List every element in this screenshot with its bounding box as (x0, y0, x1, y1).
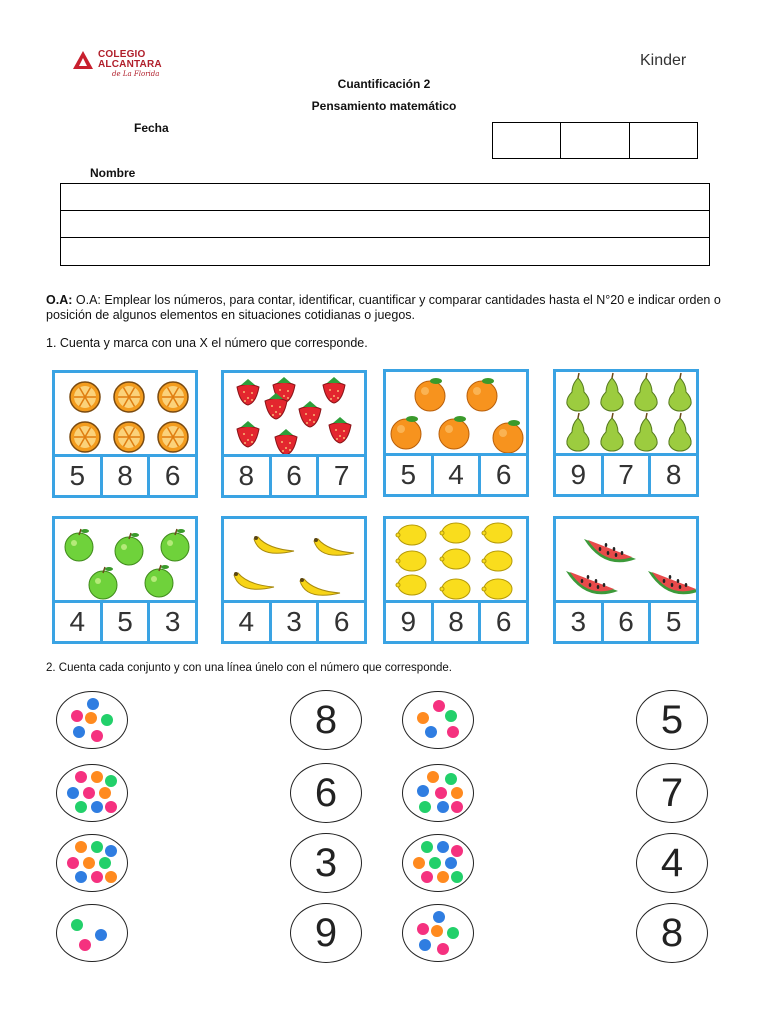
dot (421, 841, 433, 853)
dot (75, 841, 87, 853)
lemon-icon (482, 551, 512, 571)
dot (417, 785, 429, 797)
date-day-cell[interactable] (493, 123, 561, 158)
name-line[interactable] (61, 211, 709, 238)
lemon-icon (482, 523, 512, 543)
dot (75, 871, 87, 883)
dot-set[interactable] (56, 764, 128, 822)
number-circle[interactable]: 3 (290, 833, 362, 893)
number-option[interactable]: 7 (333, 460, 350, 491)
worksheet-subtitle: Pensamiento matemático (311, 99, 457, 113)
lemon-icon (396, 525, 426, 545)
number-option[interactable]: 5 (386, 456, 434, 494)
lemon-icon (482, 579, 512, 599)
dot (105, 775, 117, 787)
number-circle[interactable]: 6 (290, 763, 362, 823)
number-option[interactable]: 6 (164, 460, 181, 491)
number-option[interactable]: 8 (665, 459, 682, 490)
strawberry-icon (299, 401, 321, 427)
number-options (224, 454, 364, 495)
dot-set[interactable] (402, 834, 474, 892)
number-options (55, 600, 195, 641)
dot (99, 857, 111, 869)
date-field[interactable] (492, 122, 698, 159)
dot-set[interactable] (402, 904, 474, 962)
number-options (556, 600, 696, 641)
number-option[interactable]: 4 (434, 456, 482, 494)
grade-label: Kinder (640, 52, 687, 69)
apple-icon (55, 519, 195, 603)
number-option[interactable]: 4 (224, 603, 272, 641)
orange-slice-icon (55, 373, 195, 457)
dot (425, 726, 437, 738)
dot (451, 871, 463, 883)
number-circle[interactable]: 9 (290, 903, 362, 963)
strawberry-icon (237, 379, 259, 405)
counting-card (221, 516, 367, 644)
dot (105, 845, 117, 857)
number-option[interactable]: 3 (164, 606, 181, 637)
logo-text-line2: ALCANTARA (98, 59, 162, 70)
number-option[interactable]: 8 (434, 603, 482, 641)
exercise1-instruction: 1. Cuenta y marca con una X el número que corresponde. (46, 336, 368, 350)
number-circle[interactable]: 4 (636, 833, 708, 893)
dot (75, 801, 87, 813)
logo-text-line1: COLEGIO (98, 49, 146, 60)
number-options (386, 453, 526, 494)
objective-text: O.A: Emplear los números, para contar, identificar, cuantificar y comparar cantidades hasta el N°20 e indicar orden o posición de algunos elementos en situaciones cotidianas o juegos. (46, 293, 721, 322)
number-circle[interactable]: 8 (636, 903, 708, 963)
number-option[interactable]: 9 (386, 603, 434, 641)
dot (75, 771, 87, 783)
pear-icon (635, 413, 657, 451)
number-option[interactable]: 7 (604, 456, 652, 494)
number-options (556, 453, 696, 494)
counting-card (52, 516, 198, 644)
dot-set[interactable] (402, 691, 474, 749)
number-circle[interactable]: 8 (290, 690, 362, 750)
watermelon-icon (566, 571, 618, 594)
dot (437, 841, 449, 853)
lemon-icon (386, 519, 526, 603)
dot-set[interactable] (402, 764, 474, 822)
number-circle[interactable]: 7 (636, 763, 708, 823)
learning-objective (46, 293, 726, 323)
name-line[interactable] (61, 184, 709, 211)
dot (413, 857, 425, 869)
pear-icon (601, 373, 623, 411)
dot (85, 712, 97, 724)
lemon-icon (396, 575, 426, 595)
dot (91, 871, 103, 883)
number-option[interactable]: 3 (556, 603, 604, 641)
dot (447, 726, 459, 738)
dot (419, 939, 431, 951)
number-option[interactable]: 6 (333, 606, 350, 637)
number-option[interactable]: 4 (55, 603, 103, 641)
counting-card (383, 369, 529, 497)
number-option[interactable]: 6 (495, 459, 512, 490)
strawberry-icon (224, 373, 364, 457)
dot (71, 710, 83, 722)
number-option[interactable]: 6 (604, 603, 652, 641)
dot (445, 773, 457, 785)
orange-icon (391, 416, 421, 449)
lemon-icon (440, 549, 470, 569)
date-label: Fecha (134, 121, 169, 135)
apple-icon (161, 529, 189, 561)
dot (79, 939, 91, 951)
dot (437, 801, 449, 813)
apple-icon (65, 529, 93, 561)
dot (429, 857, 441, 869)
watermelon-icon (584, 539, 636, 562)
name-line[interactable] (61, 238, 709, 265)
dot (437, 943, 449, 955)
dot (91, 801, 103, 813)
logo-text-line3: de La Florida (112, 70, 160, 78)
pear-icon (635, 373, 657, 411)
dot (435, 787, 447, 799)
name-field[interactable] (60, 183, 710, 266)
number-option[interactable]: 6 (272, 457, 320, 495)
dot-set[interactable] (56, 691, 128, 749)
number-option[interactable]: 6 (495, 606, 512, 637)
counting-card (553, 516, 699, 644)
school-logo (72, 48, 192, 80)
lemon-icon (440, 523, 470, 543)
apple-icon (115, 533, 143, 565)
orange-slice-icon (158, 382, 188, 412)
date-month-cell[interactable] (561, 123, 629, 158)
dot (433, 911, 445, 923)
dot (71, 919, 83, 931)
number-circle[interactable]: 5 (636, 690, 708, 750)
dot (437, 871, 449, 883)
banana-icon (234, 572, 274, 589)
strawberry-icon (323, 377, 345, 403)
dot (433, 700, 445, 712)
pear-icon (601, 413, 623, 451)
dot (427, 771, 439, 783)
orange-icon (439, 416, 469, 449)
pear-icon (567, 373, 589, 411)
orange-icon (415, 378, 445, 411)
orange-slice-icon (158, 422, 188, 452)
counting-card (221, 370, 367, 498)
dot (447, 927, 459, 939)
number-option[interactable]: 5 (103, 603, 151, 641)
school-logo-icon (72, 50, 94, 72)
watermelon-icon (648, 571, 696, 594)
pear-icon (669, 373, 691, 411)
number-option[interactable]: 5 (55, 457, 103, 495)
lemon-icon (440, 579, 470, 599)
dot (445, 710, 457, 722)
dot (91, 841, 103, 853)
number-option[interactable]: 3 (272, 603, 320, 641)
orange-slice-icon (114, 382, 144, 412)
orange-slice-icon (70, 382, 100, 412)
number-option[interactable]: 9 (556, 456, 604, 494)
dot (91, 730, 103, 742)
dot-set[interactable] (56, 834, 128, 892)
banana-icon (224, 519, 364, 603)
date-year-cell[interactable] (630, 123, 697, 158)
dot (451, 801, 463, 813)
dot (91, 771, 103, 783)
objective-label: O.A: (46, 293, 73, 307)
watermelon-icon (556, 519, 696, 603)
orange-slice-icon (70, 422, 100, 452)
banana-icon (314, 538, 354, 555)
number-options (55, 454, 195, 495)
pear-icon (556, 372, 696, 456)
dot (105, 871, 117, 883)
orange-icon (467, 378, 497, 411)
number-option[interactable]: 5 (665, 606, 682, 637)
exercise2-instruction: 2. Cuenta cada conjunto y con una línea únelo con el número que corresponde. (46, 662, 452, 674)
counting-card (52, 370, 198, 498)
dot-set[interactable] (56, 904, 128, 962)
dot (421, 871, 433, 883)
lemon-icon (396, 551, 426, 571)
dot (67, 857, 79, 869)
counting-card (383, 516, 529, 644)
orange-slice-icon (114, 422, 144, 452)
orange-icon (386, 372, 526, 456)
strawberry-icon (237, 421, 259, 447)
number-options (224, 600, 364, 641)
dot (73, 726, 85, 738)
dot (451, 845, 463, 857)
dot (419, 801, 431, 813)
number-option[interactable]: 8 (103, 457, 151, 495)
pear-icon (567, 413, 589, 451)
number-options (386, 600, 526, 641)
dot (445, 857, 457, 869)
dot (451, 787, 463, 799)
pear-icon (669, 413, 691, 451)
orange-icon (493, 420, 523, 453)
dot (83, 857, 95, 869)
counting-card (553, 369, 699, 497)
banana-icon (254, 536, 294, 553)
strawberry-icon (329, 417, 351, 443)
banana-icon (300, 578, 340, 595)
dot (83, 787, 95, 799)
dot (67, 787, 79, 799)
number-option[interactable]: 8 (224, 457, 272, 495)
strawberry-icon (275, 429, 297, 455)
worksheet-title: Cuantificación 2 (337, 77, 431, 91)
name-label: Nombre (90, 166, 136, 180)
apple-icon (89, 567, 117, 599)
dot (431, 925, 443, 937)
dot (95, 929, 107, 941)
dot (101, 714, 113, 726)
dot (99, 787, 111, 799)
apple-icon (145, 565, 173, 597)
dot (105, 801, 117, 813)
dot (417, 923, 429, 935)
dot (87, 698, 99, 710)
dot (417, 712, 429, 724)
